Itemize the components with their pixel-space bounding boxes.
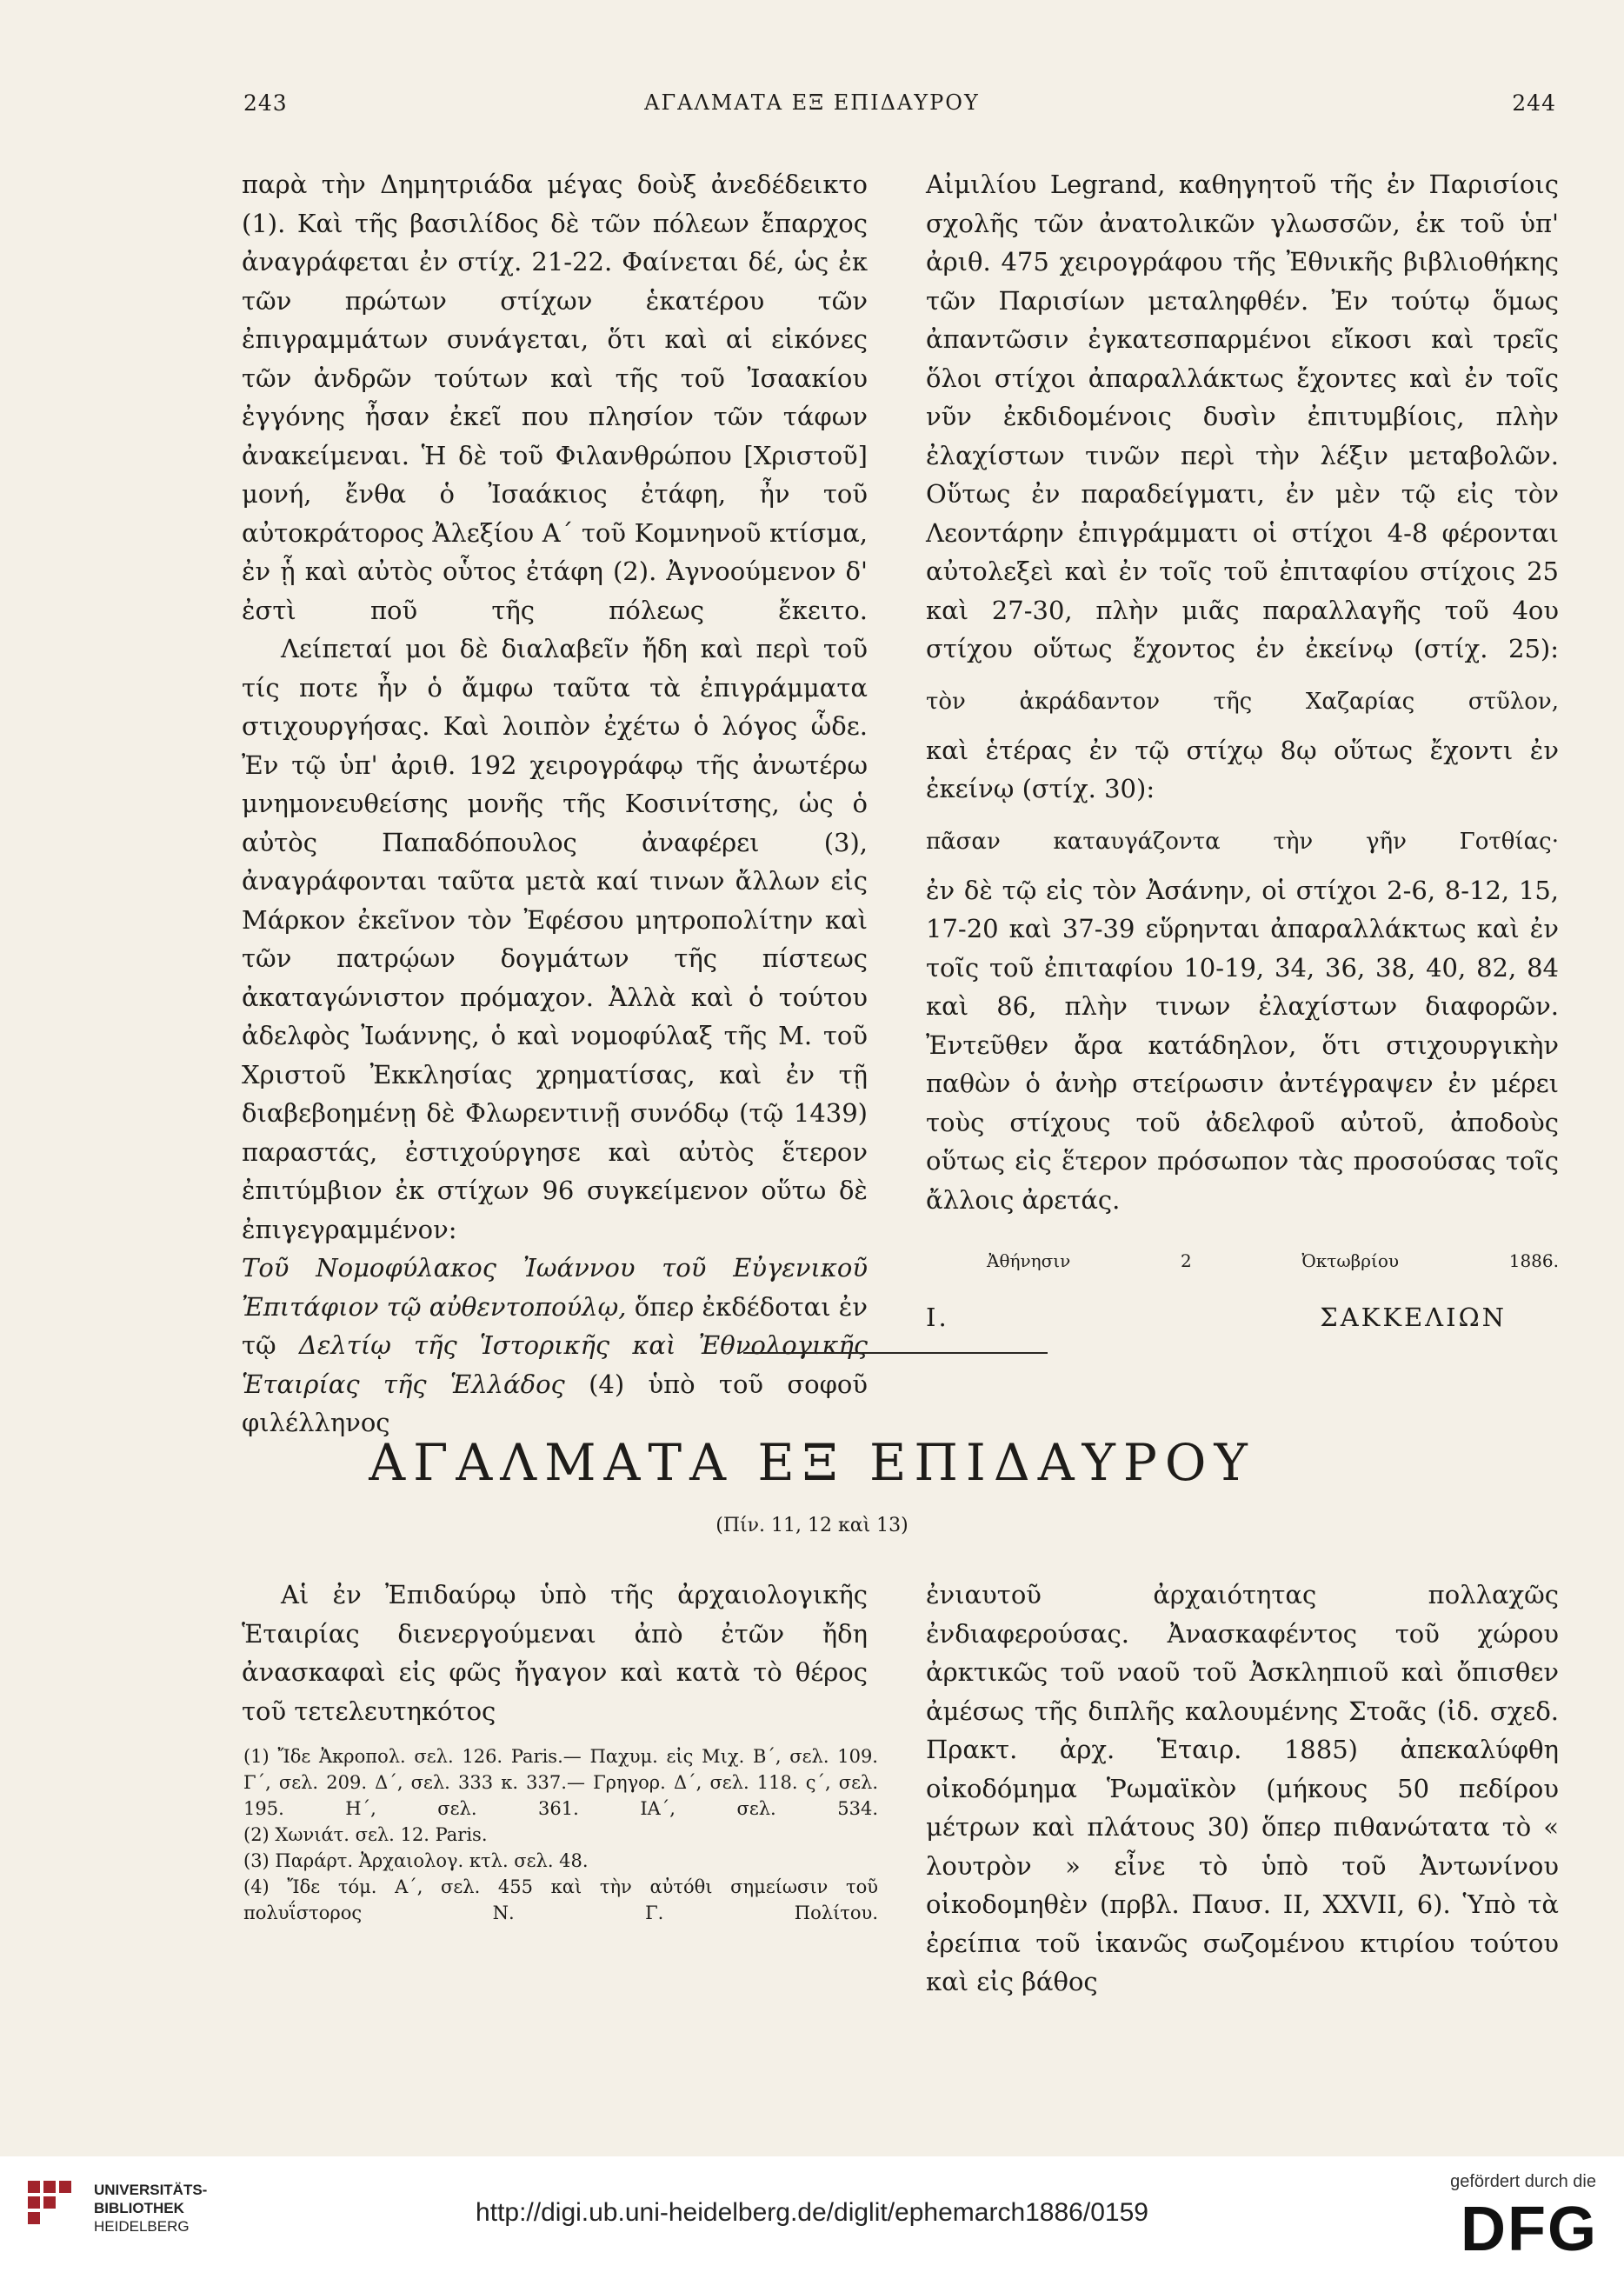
signature: Ι. ΣΑΚΚΕΛΙΩΝ	[926, 1302, 1507, 1332]
source-url-link[interactable]: http://digi.ub.uni-heidelberg.de/diglit/ephemarch1886/0159	[476, 2198, 1148, 2227]
page-number-left: 243	[243, 90, 288, 116]
italic-title: Τοῦ Νομοφύλακος Ἰωάννου τοῦ Εὐγενικοῦ Ἐπιτάφιον τῷ αὐθεντοπούλῳ,	[242, 1253, 868, 1322]
running-title: ΑΓΑΛΜΑΤΑ ΕΞ ΕΠΙΔΑΥΡΟΥ	[644, 90, 980, 115]
footnote: (4) Ἴδε τόμ. Α΄, σελ. 455 καὶ τὴν αὐτόθι σημείωσιν τοῦ πολυΐστορος Ν. Γ. Πολίτου.	[243, 1876, 878, 1923]
verse-quote: πᾶσαν καταυγάζοντα τὴν γῆν Γοτθίας·	[926, 828, 1559, 855]
paragraph	[242, 1249, 868, 1443]
text-run: (4) ὑπὸ τοῦ σοφοῦ φιλέλληνος	[242, 1369, 868, 1437]
paragraph: Αἰμιλίου Legrand, καθηγητοῦ τῆς ἐν Παρισίοις σχολῆς τῶν ἀνατολικῶν γλωσσῶν, ἐκ τοῦ ὑπ' ἀριθ. 475 χειρογράφου τῆς Ἐθνικῆς βιβλιοθήκης τῶν Παρισίων μεταληφθέν. Ἐν τούτῳ ὅμως ἀπαντῶσιν ἐγκατεσπαρμένοι εἴκοσι καὶ τρεῖς ὅλοι στίχοι ἀπαραλλάκτως ἔχοντες καὶ ἐν τοῖς νῦν ἐκδιδομένοις δυσὶν ἐπιτυμβίοις, πλὴν ἐλαχίστων τινῶν περὶ τὴν λέξιν μεταβολῶν. Οὕτως ἐν παραδείγματι, ἐν μὲν τῷ εἰς τὸν Λεοντάρην ἐπιγράμματι οἱ στίχοι 4-8 φέρονται αὐτολεξεὶ καὶ ἐν τοῖς τοῦ ἐπιταφίου στίχοις 25 καὶ 27-30, πλὴν μιᾶς παραλλαγῆς τοῦ 4ου στίχου οὕτως ἔχοντος ἐν ἐκείνῳ (στίχ. 25):	[926, 170, 1559, 663]
right-column	[926, 165, 1559, 1336]
footnote: (1) Ἴδε Ἀκροπολ. σελ. 126. Paris.— Παχυμ. εἰς Μιχ. Β΄, σελ. 109. Γ΄, σελ. 209. Δ΄, σελ. 333 κ. 337.— Γρηγορ. Δ΄, σελ. 118. ς΄, σελ. 195. Η΄, σελ. 361. ΙΑ΄, σελ. 534.	[243, 1746, 878, 1819]
article-subtitle: (Πίν. 11, 12 καὶ 13)	[715, 1515, 909, 1536]
paragraph: Λείπεταί μοι δὲ διαλαβεῖν ἤδη καὶ περὶ τοῦ τίς ποτε ἦν ὁ ἄμφω ταῦτα τὰ ἐπιγράμματα στιχουργήσας. Καὶ λοιπὸν ἐχέτω ὁ λόγος ὧδε. Ἐν τῷ ὑπ' ἀριθ. 192 χειρογράφῳ τῆς ἀνωτέρω μνημονευθείσης μονῆς τῆς Κοσινίτσης, ὡς ὁ αὐτὸς Παπαδόπουλος ἀναφέρει (3), ἀναγράφονται ταῦτα μετὰ καί τινων ἄλλων εἰς Μάρκον ἐκεῖνον τὸν Ἐφέσου μητροπολίτην καὶ τῶν πατρῴων δογμάτων τῆς πίστεως ἀκαταγώνιστον πρόμαχον. Ἀλλὰ καὶ ὁ τούτου ἀδελφὸς Ἰωάννης, ὁ καὶ νομοφύλαξ τῆς Μ. τοῦ Χριστοῦ Ἐκκλησίας χρηματίσας, καὶ ἐν τῇ διαβεβοημένῃ δὲ Φλωρεντινῇ συνόδῳ (τῷ 1439) παραστάς, ἐστιχούργησε καὶ αὐτὸς ἕτερον ἐπιτύμβιον ἐκ στίχων 96 συγκείμενον οὕτω δὲ ἐπιγεγραμμένον:	[242, 634, 868, 1244]
article-right-column	[926, 1576, 1559, 2002]
footnote: (3) Παράρτ. Ἀρχαιολογ. κτλ. σελ. 48.	[243, 1850, 589, 1871]
italic-journal: Δελτίῳ τῆς Ἱστορικῆς καὶ Ἐθνολογικῆς Ἑταιρίας τῆς Ἑλλάδος	[242, 1330, 868, 1399]
footer-bar	[0, 2156, 1624, 2279]
library-line: UNIVERSITÄTS-	[94, 2182, 208, 2198]
library-line: BIBLIOTHEK	[94, 2200, 184, 2216]
paragraph: καὶ ἑτέρας ἐν τῷ στίχῳ 8ῳ οὕτως ἔχοντι ἐν ἐκείνῳ (στίχ. 30):	[926, 735, 1559, 803]
verse-quote: τὸν ἀκράδαντον τῆς Χαζαρίας στῦλον,	[926, 688, 1559, 715]
paragraph: ἐν δὲ τῷ εἰς τὸν Ἀσάνην, οἱ στίχοι 2-6, 8-12, 15, 17-20 καὶ 37-39 εὕρηνται ἀπαραλλάκτως καὶ ἐν τοῖς τοῦ ἐπιταφίου 10-19, 34, 36, 38, 40, 82, 84 καὶ 86, πλὴν τινων ἐλαχίστων διαφορῶν. Ἐντεῦθεν ἄρα κατάδηλον, ὅτι στιχουργικὴν παθὼν ὁ ἀνὴρ στείρωσιν ἀντέγραψεν ἐν μέρει τοὺς στίχους τοῦ ἀδελφοῦ αὐτοῦ, ἀποδοὺς οὕτως εἰς ἕτερον πρόσωπον τὰς προσούσας τοῖς ἄλλοις ἀρετάς.	[926, 875, 1559, 1215]
page-number-right: 244	[1512, 90, 1556, 116]
footnote: (2) Χωνιάτ. σελ. 12. Paris.	[243, 1824, 488, 1845]
funded-by-label: gefördert durch die	[1450, 2172, 1596, 2191]
dateline: Ἀθήνησιν 2 Ὀκτωβρίου 1886.	[987, 1250, 1559, 1271]
paragraph: Αἱ ἐν Ἐπιδαύρῳ ὑπὸ τῆς ἀρχαιολογικῆς Ἑταιρίας διενεργούμεναι ἀπὸ ἐτῶν ἤδη ἀνασκαφαὶ εἰς φῶς ἤγαγον καὶ κατὰ τὸ θέρος τοῦ τετελευτηκότος	[242, 1580, 868, 1726]
article-left-column	[242, 1576, 868, 1730]
paragraph: ἐνιαυτοῦ ἀρχαιότητας πολλαχῶς ἐνδιαφερούσας. Ἀνασκαφέντος τοῦ χώρου ἀρκτικῶς τοῦ ναοῦ τοῦ Ἀσκληπιοῦ καὶ ὄπισθεν ἀμέσως τῆς διπλῆς καλουμένης Στοᾶς (ἰδ. σχεδ. Πρακτ. ἀρχ. Ἑταιρ. 1885) ἀπεκαλύφθη οἰκοδόμημα Ῥωμαϊκὸν (μήκους 50 πεδίρου μέτρων καὶ πλάτους 30) ὅπερ πιθανώτατα τὸ « λουτρὸν » εἶνε τὸ ὑπὸ τοῦ Ἀντωνίνου οἰκοδομηθὲν (πρβλ. Παυσ. II, XXVII, 6). Ὑπὸ τὰ ἐρείπια τοῦ ἱκανῶς σωζομένου κτιρίου τούτου καὶ εἰς βάθος	[926, 1580, 1559, 1996]
article-title: ΑΓΑΛΜΑΤΑ ΕΞ ΕΠΙΔΑΥΡΟΥ	[369, 1433, 1255, 1492]
paragraph: παρὰ τὴν Δημητριάδα μέγας δοὺξ ἀνεδέδεικτο (1). Καὶ τῆς βασιλίδος δὲ τῶν πόλεων ἔπαρχος ἀναγράφεται ἐν στίχ. 21-22. Φαίνεται δέ, ὡς ἐκ τῶν πρώτων στίχων ἑκατέρου τῶν ἐπιγραμμάτων συνάγεται, ὅτι καὶ αἱ εἰκόνες τῶν ἀνδρῶν τούτων καὶ τῆς τοῦ Ἰσαακίου ἐγγόνης ἦσαν ἐκεῖ που πλησίον τῶν τάφων ἀνακείμεναι. Ἡ δὲ τοῦ Φιλανθρώπου [Χριστοῦ] μονή, ἔνθα ὁ Ἰσαάκιος ἐτάφη, ἦν τοῦ αὐτοκράτορος Ἀλεξίου Α΄ τοῦ Κομνηνοῦ κτίσμα, ἐν ᾗ καὶ αὐτὸς οὗτος ἐτάφη (2). Ἀγνοούμενον δ' ἐστὶ ποῦ τῆς πόλεως ἔκειτο.	[242, 170, 868, 625]
library-line: HEIDELBERG	[94, 2218, 190, 2235]
dfg-logo: DFG	[1461, 2195, 1598, 2264]
section-divider	[743, 1352, 1048, 1354]
text-run: ὅπερ ἐκδέδοται ἐν τῷ	[242, 1291, 869, 1360]
left-column	[242, 165, 868, 1443]
footnotes	[243, 1743, 878, 1926]
